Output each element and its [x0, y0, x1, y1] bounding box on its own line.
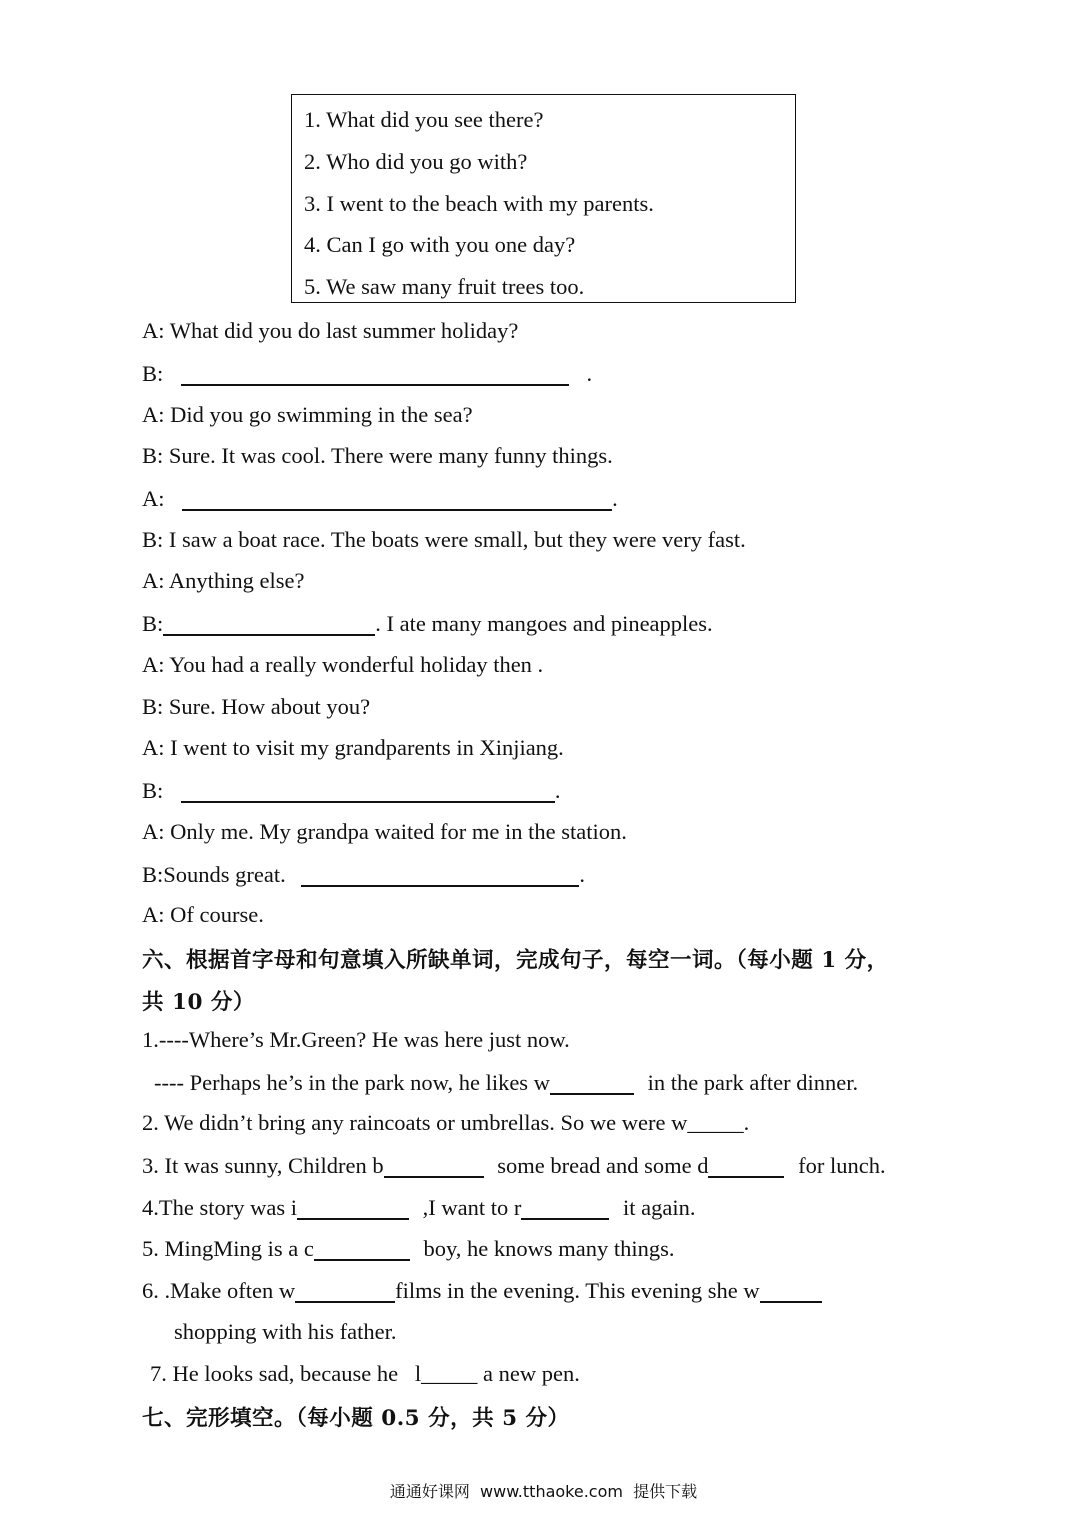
- option-3: 3. I went to the beach with my parents.: [304, 191, 654, 216]
- question-text: it again.: [622, 1195, 696, 1221]
- option-5: 5. We saw many fruit trees too.: [304, 274, 585, 299]
- dialogue-line-9: A: You had a really wonderful holiday then .: [142, 652, 544, 677]
- dialogue-line-4: B: Sure. It was cool. There were many funny things.: [142, 443, 613, 468]
- dialogue-line-10: B: Sure. How about you?: [142, 694, 371, 719]
- answer-blank[interactable]: [314, 1235, 410, 1261]
- answer-blank[interactable]: [182, 485, 612, 511]
- question-7: 7. He looks sad, because he l_____ a new pen.: [150, 1361, 580, 1386]
- options-box: [291, 94, 796, 303]
- answer-blank[interactable]: [297, 1194, 409, 1220]
- option-2: 2. Who did you go with?: [304, 149, 528, 174]
- question-3: [142, 1152, 886, 1179]
- question-2: 2. We didn’t bring any raincoats or umbrellas. So we were w_____.: [142, 1110, 750, 1135]
- question-text: some bread and some d: [497, 1153, 709, 1179]
- question-text: 4.The story was i: [142, 1195, 297, 1221]
- question-text: in the park after dinner.: [647, 1070, 859, 1096]
- footer-text: 通通好课网 www.tthaoke.com 提供下载: [389, 1482, 698, 1501]
- question-text: boy, he knows many things.: [423, 1236, 675, 1262]
- answer-blank[interactable]: [708, 1152, 784, 1178]
- answer-blank[interactable]: [163, 610, 375, 636]
- speaker-label: B:: [142, 611, 164, 637]
- speaker-label: B:: [142, 361, 164, 387]
- answer-blank[interactable]: [181, 360, 569, 386]
- punctuation: .: [579, 862, 585, 888]
- speaker-label: A:: [142, 486, 165, 512]
- question-text: for lunch.: [798, 1153, 886, 1179]
- dialogue-line-2: [142, 360, 592, 387]
- question-6-line-1: [142, 1277, 822, 1304]
- dialogue-line-1: A: What did you do last summer holiday?: [142, 318, 519, 343]
- answer-blank[interactable]: [760, 1277, 822, 1303]
- question-5: [142, 1235, 675, 1262]
- dialogue-line-11: A: I went to visit my grandparents in Xinjiang.: [142, 735, 564, 760]
- question-1-line-2: [154, 1069, 858, 1096]
- question-1-line-1: 1.----Where’s Mr.Green? He was here just now.: [142, 1027, 570, 1052]
- answer-blank[interactable]: [550, 1069, 634, 1095]
- question-text: films in the evening. This evening she w: [395, 1278, 760, 1304]
- answer-blank[interactable]: [181, 777, 555, 803]
- dialogue-line-13: A: Only me. My grandpa waited for me in the station.: [142, 819, 627, 844]
- option-1: 1. What did you see there?: [304, 107, 544, 132]
- dialogue-line-3: A: Did you go swimming in the sea?: [142, 402, 473, 427]
- question-text: 5. MingMing is a c: [142, 1236, 314, 1262]
- punctuation: .: [554, 778, 561, 804]
- option-4: 4. Can I go with you one day?: [304, 232, 576, 257]
- dialogue-line-7: A: Anything else?: [142, 568, 305, 593]
- dialogue-line-6: B: I saw a boat race. The boats were small, but they were very fast.: [142, 527, 746, 552]
- section-6-heading: 六、根据首字母和句意填入所缺单词，完成句子，每空一词。（每小题 1 分，: [142, 948, 889, 973]
- section-7-heading: 七、完形填空。（每小题 0.5 分，共 5 分）: [142, 1406, 570, 1431]
- answer-blank[interactable]: [384, 1152, 484, 1178]
- question-4: [142, 1194, 695, 1221]
- punctuation: .: [586, 361, 593, 387]
- dialogue-text: . I ate many mangoes and pineapples.: [375, 611, 713, 637]
- dialogue-line-5: [142, 485, 618, 512]
- answer-blank[interactable]: [301, 861, 579, 887]
- answer-blank[interactable]: [295, 1277, 395, 1303]
- dialogue-line-12: [142, 777, 561, 804]
- question-text: ---- Perhaps he’s in the park now, he likes w: [154, 1070, 550, 1096]
- dialogue-line-15: A: Of course.: [142, 902, 264, 927]
- dialogue-line-8: [142, 610, 713, 637]
- question-text: 3. It was sunny, Children b: [142, 1153, 384, 1179]
- answer-blank[interactable]: [521, 1194, 609, 1220]
- dialogue-text: B:Sounds great.: [142, 862, 286, 888]
- question-text: 6. .Make often w: [142, 1278, 296, 1304]
- dialogue-line-14: [142, 861, 585, 888]
- question-text: ,I want to r: [422, 1195, 522, 1221]
- question-6-line-2: shopping with his father.: [174, 1319, 397, 1344]
- punctuation: .: [612, 486, 618, 512]
- section-6-heading-cont: 共 10 分）: [142, 990, 255, 1015]
- speaker-label: B:: [142, 778, 164, 804]
